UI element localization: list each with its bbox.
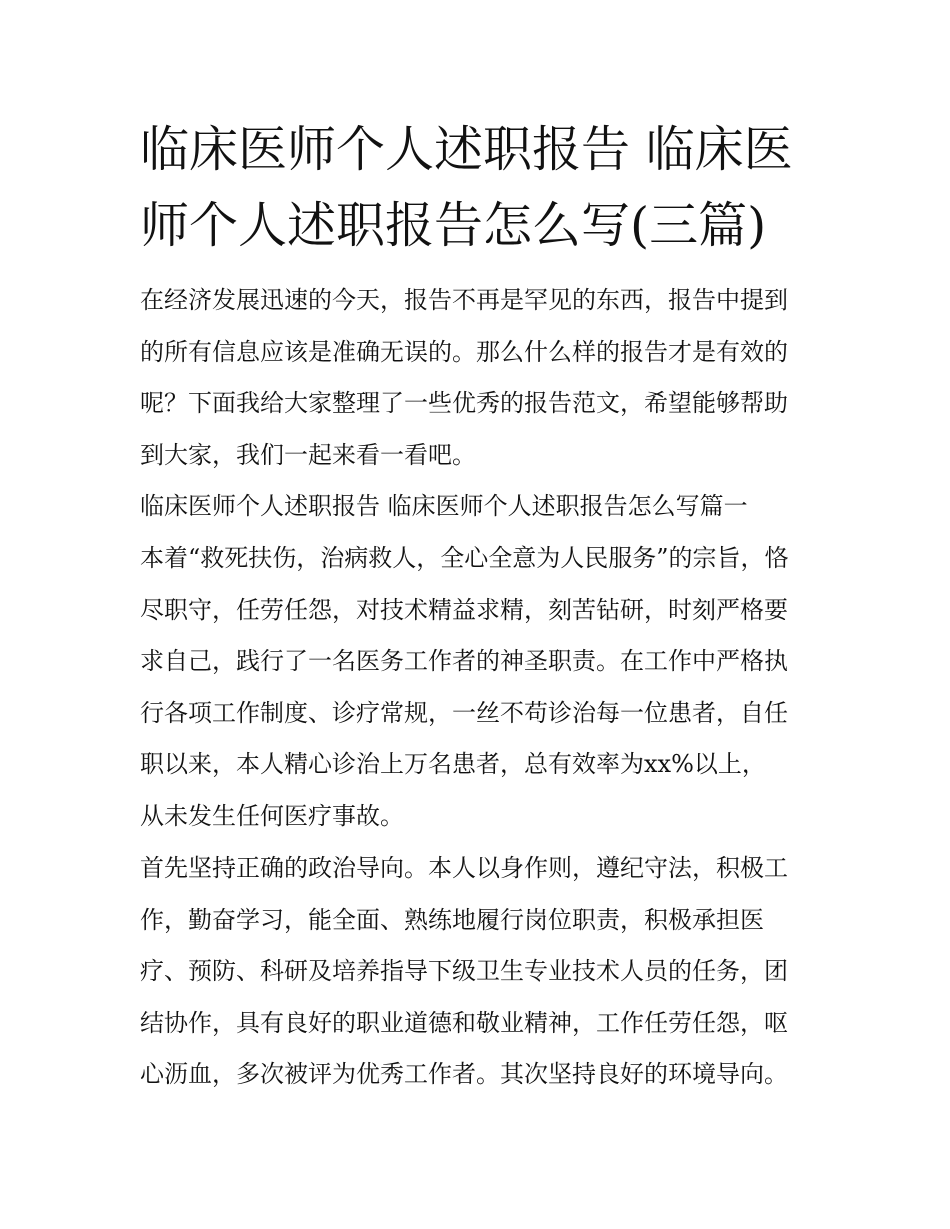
- paragraph-1: [140, 533, 820, 842]
- text-line: 尽职守，任劳任怨，对技术精益求精，刻苦钻研，时刻严格要: [140, 595, 788, 624]
- text-line: 结协作，具有良好的职业道德和敬业精神，工作任劳任怨，呕: [140, 1008, 788, 1037]
- text-line: 本着“救死扶伤，治病救人，全心全意为人民服务”的宗旨，恪: [140, 544, 789, 572]
- text-line: 疗、预防、科研及培养指导下级卫生专业技术人员的任务，团: [140, 957, 788, 985]
- text-line: 在经济发展迅速的今天，报告不再是罕见的东西，报告中提到: [140, 286, 788, 314]
- section-heading: [140, 481, 820, 533]
- intro-paragraph: [140, 275, 820, 481]
- title-line: 临床医师个人述职报告 临床医: [140, 121, 793, 178]
- text-line: 职以来，本人精心诊治上万名患者，总有效率为xx%以上，: [140, 750, 766, 778]
- paragraph-2: [140, 843, 820, 1101]
- text-line: 作，勤奋学习，能全面、熟练地履行岗位职责，积极承担医: [140, 905, 764, 934]
- text-line: 的所有信息应该是准确无误的。那么什么样的报告才是有效的: [140, 337, 788, 366]
- section-heading-text: 临床医师个人述职报告 临床医师个人述职报告怎么写篇一: [140, 492, 748, 520]
- title-line: 师个人述职报告怎么写(三篇): [140, 197, 767, 254]
- text-line: 求自己，践行了一名医务工作者的神圣职责。在工作中严格执: [140, 647, 788, 675]
- text-line: 心沥血，多次被评为优秀工作者。其次坚持良好的环境导向。: [140, 1060, 788, 1088]
- document-title: [140, 112, 820, 264]
- text-line: 行各项工作制度、诊疗常规，一丝不苟诊治每一位患者，自任: [140, 698, 788, 727]
- text-line: 呢？下面我给大家整理了一些优秀的报告范文，希望能够帮助: [140, 389, 788, 417]
- text-line: 从未发生任何医疗事故。: [140, 801, 404, 830]
- text-line: 首先坚持正确的政治导向。本人以身作则，遵纪守法，积极工: [140, 854, 788, 882]
- text-line: 到大家，我们一起来看一看吧。: [140, 440, 476, 469]
